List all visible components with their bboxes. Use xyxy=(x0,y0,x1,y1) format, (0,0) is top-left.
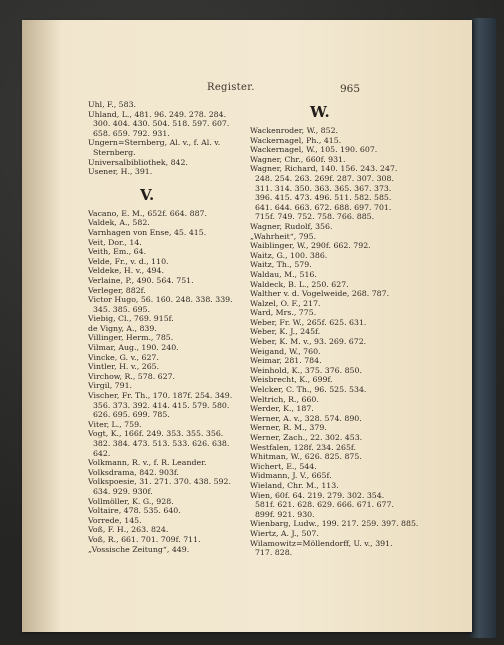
index-entry: Whitman, W., 626. 825. 875. xyxy=(250,452,362,462)
index-entry: Vischer, Fr. Th., 170. 187f. 254. 349. xyxy=(88,391,233,401)
index-entry: Virchow, R., 578. 627. xyxy=(88,371,176,381)
index-entry: Wilamowitz=Möllendorff, U. v., 391. xyxy=(250,538,393,548)
index-entry: Waldau, M., 516. xyxy=(250,269,317,279)
page-header-title: Register. xyxy=(207,82,255,93)
book-cover-edge xyxy=(468,18,496,638)
page-number: 965 xyxy=(340,83,361,95)
index-entries-w xyxy=(250,126,454,558)
index-entry: Voltaire, 478. 535. 640. xyxy=(88,506,181,516)
index-entry: Weber, K. J., 245f. xyxy=(250,327,321,337)
index-entry: Waldeck, B. L., 250. 627. xyxy=(250,279,349,289)
index-entry: Weber, Fr. W., 265f. 625. 631. xyxy=(250,317,367,327)
index-entry: Wackenroder, W., 852. xyxy=(250,126,339,135)
index-entry: Viter, L., 759. xyxy=(88,419,142,429)
index-entry: Waitz, G., 100. 386. xyxy=(250,250,328,260)
page-gutter-shadow xyxy=(22,20,62,632)
index-entry: Wackernagel, W., 105. 190. 607. xyxy=(250,145,378,155)
index-entry: Universalbibliothek, 842. xyxy=(88,157,188,167)
index-entry: Westfalen, 128f. 234. 265f. xyxy=(250,442,356,452)
index-entry: 581f. 621. 628. 629. 666. 671. 677. xyxy=(250,500,394,510)
index-entry: Ungern=Sternberg, Al. v., f. Al. v. xyxy=(88,138,221,148)
index-entry: Waiblinger, W., 290f. 662. 792. xyxy=(250,241,371,251)
index-entry: 642. xyxy=(88,448,111,458)
index-entry: 715f. 749. 752. 758. 766. 885. xyxy=(250,212,375,222)
index-entry: Vincke, G. v., 627. xyxy=(88,352,159,362)
page-header xyxy=(22,82,472,98)
index-entry: 311. 314. 350. 363. 365. 367. 373. xyxy=(250,183,392,193)
index-entry: „Vossische Zeitung“, 449. xyxy=(88,544,190,554)
index-entry: Welcker, C. Th., 96. 525. 534. xyxy=(250,385,367,395)
index-entry: 634. 929. 930f. xyxy=(88,486,153,496)
index-entry: Vintler, H. v., 265. xyxy=(88,362,160,372)
index-entry: Weimar, 281. 784. xyxy=(250,356,322,366)
index-entry: Vollmöller, K. G., 928. xyxy=(88,496,174,506)
index-entry: Usener, H., 391. xyxy=(88,167,153,177)
index-entry: Wieland, Chr. M., 113. xyxy=(250,480,339,490)
index-entry: Uhl, F., 583. xyxy=(88,100,137,109)
index-entry: Voß, R., 661. 701. 709f. 711. xyxy=(88,534,201,544)
index-entry: Villinger, Herm., 785. xyxy=(88,333,174,343)
section-letter-v: V. xyxy=(140,185,155,204)
index-entry: Veldeke, H. v., 494. xyxy=(88,266,164,276)
index-entries-v xyxy=(88,209,273,554)
section-letter-w: W. xyxy=(310,103,330,121)
index-entry: 717. 828. xyxy=(250,548,293,558)
index-entry: Wiertz, A. J., 507. xyxy=(250,528,319,538)
index-entry: Weber, K. M. v., 93. 269. 672. xyxy=(250,337,367,347)
index-entry: Volkspoesie, 31. 271. 370. 438. 592. xyxy=(88,477,231,487)
index-entry: Wien, 60f. 64. 219. 279. 302. 354. xyxy=(250,490,385,500)
index-entry: Valdek, A., 582. xyxy=(88,218,150,228)
index-entry: Sternberg. xyxy=(88,147,136,157)
index-entry: 658. 659. 792. 931. xyxy=(88,128,170,138)
index-entry: Werner, R. M., 379. xyxy=(250,423,327,433)
index-entry: Wackernagel, Ph., 415. xyxy=(250,135,342,145)
index-entry: Wagner, Rudolf, 356. xyxy=(250,221,333,231)
index-entry: 345. 385. 695. xyxy=(88,304,150,314)
index-entry: Werder, K., 187. xyxy=(250,404,314,414)
index-entry: Waitz, Th., 579. xyxy=(250,260,312,270)
index-entry: Weinhold, K., 375. 376. 850. xyxy=(250,365,362,375)
index-entry: Vilmar, Aug., 190. 240. xyxy=(88,343,179,353)
index-entry: Wienbarg, Ludw., 199. 217. 259. 397. 885. xyxy=(250,519,419,529)
index-entry: Verleger, 882f. xyxy=(88,285,146,295)
index-entry: Volkmann, R. v., f. R. Leander. xyxy=(88,458,207,468)
index-entry: „Wahrheit“, 795. xyxy=(250,231,317,241)
index-entry: 396. 415. 473. 496. 511. 582. 585. xyxy=(250,193,392,203)
index-entry: Wagner, Chr., 660f. 931. xyxy=(250,154,346,164)
index-entry: 382. 384. 473. 513. 533. 626. 638. xyxy=(88,439,230,448)
index-entry: 356. 373. 392. 414. 415. 579. 580. xyxy=(88,400,230,410)
index-entry: Werner, A. v., 328. 574. 890. xyxy=(250,413,362,423)
index-entry: Volksdrama, 842. 903f. xyxy=(88,467,180,477)
index-entry: Varnhagen von Ense, 45. 415. xyxy=(88,227,207,237)
index-column-right xyxy=(250,100,454,558)
index-entry: Weltrich, R., 660. xyxy=(250,394,319,404)
index-entry: Uhland, L., 481. 96. 249. 278. 284. xyxy=(88,109,227,119)
index-entry: Voß, F. H., 263. 824. xyxy=(88,525,169,535)
index-entry: Walther v. d. Vogelweide, 268. 787. xyxy=(250,289,390,299)
index-entry: Verlaine, P., 490. 564. 751. xyxy=(88,275,194,285)
index-entry: Vorrede, 145. xyxy=(88,515,142,525)
index-entry: 641. 644. 663. 672. 688. 697. 701. xyxy=(250,202,392,212)
index-entry: Ward, Mrs., 775. xyxy=(250,308,317,318)
index-entry: Veit, Dor., 14. xyxy=(88,237,142,247)
index-entry: Velde, Fr., v. d., 110. xyxy=(88,256,169,266)
index-entry: Victor Hugo, 56. 160. 248. 338. 339. xyxy=(88,295,233,305)
index-entry: Veith, Em., 64. xyxy=(88,247,147,257)
index-entry: 899f. 921. 930. xyxy=(250,509,315,519)
index-entry: 626. 695. 699. 785. xyxy=(88,410,170,420)
index-entry: Werner, Zach., 22. 302. 453. xyxy=(250,433,363,442)
index-entry: Vacano, E. M., 652f. 664. 887. xyxy=(88,208,207,218)
index-entries-u xyxy=(88,100,273,177)
index-entry: Virgil, 791. xyxy=(88,381,133,391)
index-entry: Viebig, Cl., 769. 915f. xyxy=(88,314,174,324)
book-page xyxy=(22,20,472,632)
index-entry: Walzel, O. F., 217. xyxy=(250,298,321,308)
index-entry: Weigand, W., 760. xyxy=(250,346,321,356)
index-entry: de Vigny, A., 839. xyxy=(88,323,157,333)
index-entry: Wichert, E., 544. xyxy=(250,461,317,471)
index-entry: Wagner, Richard, 140. 156. 243. 247. xyxy=(250,164,398,174)
index-entry: Weisbrecht, K., 699f. xyxy=(250,375,333,385)
index-entry: Vogt, K., 166f. 249. 353. 355. 356. xyxy=(88,429,224,439)
index-column-left xyxy=(88,100,273,554)
index-entry: Widmann, J. V., 665f. xyxy=(250,471,332,481)
index-entry: 300. 404. 430. 504. 518. 597. 607. xyxy=(88,119,230,129)
index-entry: 248. 254. 263. 269f. 287. 307. 308. xyxy=(250,173,394,183)
